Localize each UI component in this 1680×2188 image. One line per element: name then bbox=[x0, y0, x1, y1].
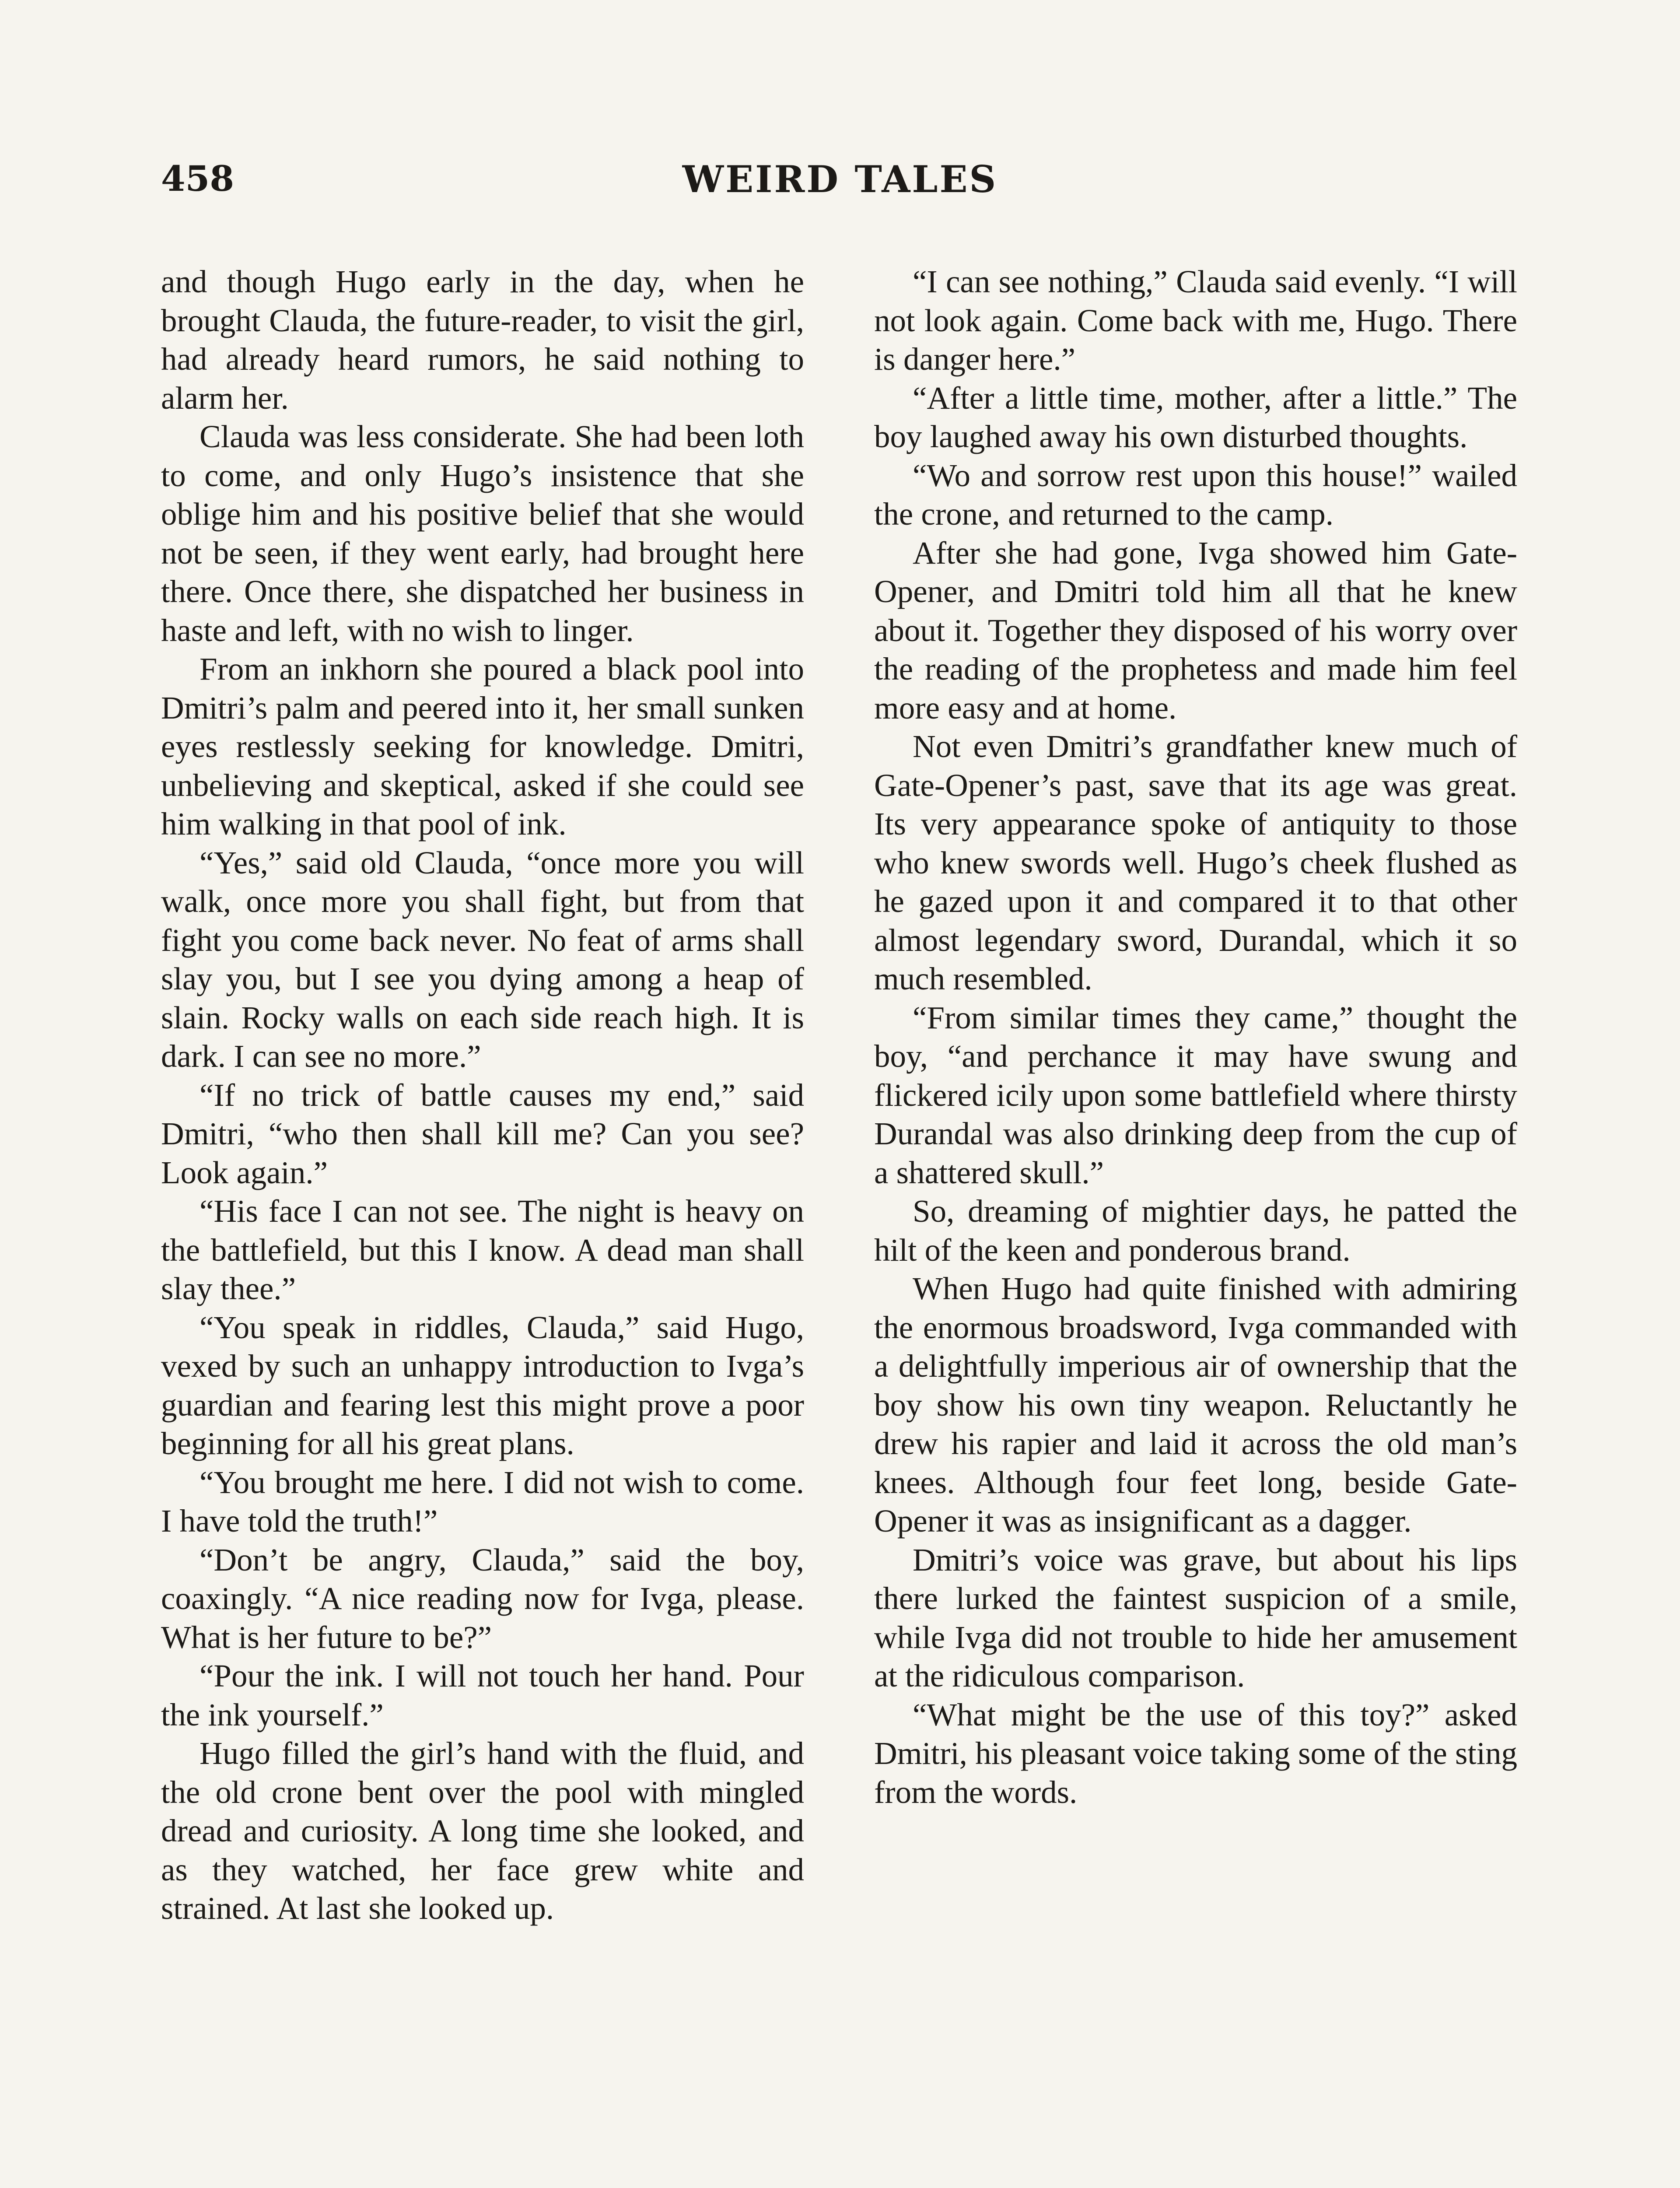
paragraph: “Pour the ink. I will not touch her hand. Pour the ink yourself.” bbox=[161, 1658, 804, 1732]
left-column bbox=[161, 263, 804, 2188]
paragraph: Not even Dmitri’s grandfather knew much of Gate-Opener’s past, save that its age was great. Its very appearance spoke of antiquity to those who knew swords well. Hugo’s cheek flushed as he gazed upon it and compared it to that other almost legendary sword, Durandal, which it so much resembled. bbox=[874, 729, 1517, 996]
paragraph: Hugo filled the girl’s hand with the fluid, and the old crone bent over the pool with mingled dread and curiosity. A long time she looked, and as they watched, her face grew white and strained. At last she looked up. bbox=[161, 1736, 804, 1926]
page-number: 458 bbox=[161, 158, 234, 199]
paragraph: Dmitri’s voice was grave, but about his lips there lurked the faintest suspicion of a smile, while Ivga did not trouble to hide her amusement at the ridiculous comparison. bbox=[874, 1542, 1517, 1694]
paragraph: “Wo and sorrow rest upon this house!” wailed the crone, and returned to the camp. bbox=[874, 457, 1517, 532]
paragraph: When Hugo had quite finished with admiring the enormous broadsword, Ivga commanded with a delightfully imperious air of ownership that the boy show his own tiny weapon. Reluctantly he drew his rapier and laid it across the old man’s knees. Although four feet long, beside Gate-Opener it was as insignificant as a dagger. bbox=[874, 1271, 1517, 1539]
paragraph: “Yes,” said old Clauda, “once more you will walk, once more you shall fight, but from that fight you come back never. No feat of arms shall slay you, but I see you dying among a heap of slain. Rocky walls on each side reach high. It is dark. I can see no more.” bbox=[161, 845, 804, 1074]
paragraph: Clauda was less considerate. She had been loth to come, and only Hugo’s insistence that she oblige him and his positive belief that she would not be seen, if they went early, had brought here there. Once there, she dispatched her business in haste and left, with no wish to linger. bbox=[161, 419, 804, 648]
paragraph: From an inkhorn she poured a black pool into Dmitri’s palm and peered into it, her small sunken eyes restlessly seeking for knowledge. Dmitri, unbelieving and skeptical, asked if she could see him walking in that pool of ink. bbox=[161, 651, 804, 842]
running-title: WEIRD TALES bbox=[682, 158, 998, 201]
right-column bbox=[874, 263, 1517, 2188]
paragraph: “You brought me here. I did not wish to come. I have told the truth!” bbox=[161, 1464, 804, 1539]
paragraph: “I can see nothing,” Clauda said evenly. “I will not look again. Come back with me, Hugo. There is danger here.” bbox=[874, 264, 1517, 377]
paragraph: “You speak in riddles, Clauda,” said Hugo, vexed by such an unhappy introduction to Ivga’s guardian and fearing lest this might prove a poor beginning for all his great plans. bbox=[161, 1309, 804, 1461]
paragraph: “From similar times they came,” thought the boy, “and perchance it may have swung and flickered icily upon some battlefield where thirsty Durandal was also drinking deep from the cup of a shattered skull.” bbox=[874, 999, 1517, 1190]
paragraph: After she had gone, Ivga showed him Gate-Opener, and Dmitri told him all that he knew about it. Together they disposed of his worry over the reading of the prophetess and made him feel more easy and at home. bbox=[874, 535, 1517, 726]
paragraph: “What might be the use of this toy?” asked Dmitri, his pleasant voice taking some of the sting from the words. bbox=[874, 1697, 1517, 1810]
paragraph: “If no trick of battle causes my end,” said Dmitri, “who then shall kill me? Can you see? Look again.” bbox=[161, 1077, 804, 1190]
paragraph: “After a little time, mother, after a little.” The boy laughed away his own disturbed thoughts. bbox=[874, 380, 1517, 454]
paragraph: and though Hugo early in the day, when he brought Clauda, the future-reader, to visit the girl, had already heard rumors, he said nothing to alarm her. bbox=[161, 264, 804, 416]
paragraph: “His face I can not see. The night is heavy on the battlefield, but this I know. A dead man shall slay thee.” bbox=[161, 1193, 804, 1306]
paragraph: “Don’t be angry, Clauda,” said the boy, coaxingly. “A nice reading now for Ivga, please. What is her future to be?” bbox=[161, 1542, 804, 1655]
paragraph: So, dreaming of mightier days, he patted the hilt of the keen and ponderous brand. bbox=[874, 1193, 1517, 1268]
